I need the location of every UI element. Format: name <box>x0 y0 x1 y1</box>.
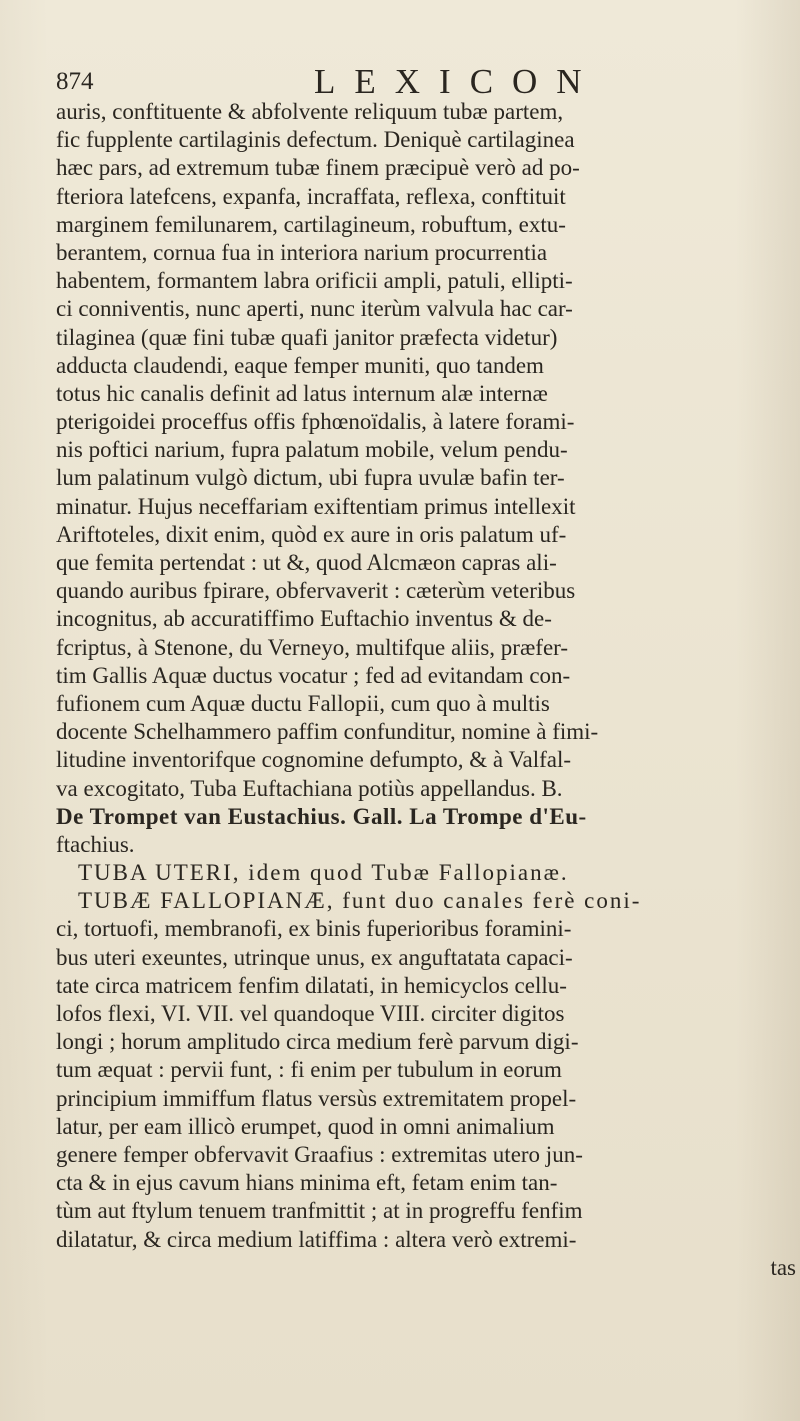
text-line: tim Gallis Aquæ ductus vocatur ; fed ad evitandam con- <box>56 662 571 688</box>
text-line: bus uteri exeuntes, utrinque unus, ex anguftatata capaci- <box>56 944 573 970</box>
text-line: lum palatinum vulgò dictum, ubi fupra uvulæ bafin ter- <box>56 465 565 491</box>
text-line: lofos flexi, VI. VII. vel quandoque VIII. circiter digitos <box>56 1001 565 1026</box>
text-line: incognitus, ab accuratiffimo Euftachio inventus & de- <box>56 606 552 632</box>
text-line: habentem, formantem labra orificii ampli, patuli, ellipti- <box>56 268 573 294</box>
text-line: De Trompet van Eustachius. Gall. La Trompe d'Eu- <box>56 803 587 829</box>
text-line: tùm aut ftylum tenuem tranfmittit ; at in progreffu fenfim <box>56 1198 583 1224</box>
text-line: cta & in ejus cavum hians minima eft, fetam enim tan- <box>56 1170 558 1196</box>
text-line: quando auribus fpirare, obfervaverit : cæterùm veteribus <box>56 578 576 604</box>
page-number: 874 <box>56 68 94 95</box>
entry-heading-tuba-uteri: TUBA UTERI, idem quod Tubæ Fallopianæ. <box>78 860 569 886</box>
text-line: ftachius. <box>56 831 135 857</box>
running-head: LEXICON <box>314 62 601 101</box>
text-line: tate circa matricem fenfim dilatati, in hemicyclos cellu- <box>56 972 567 998</box>
text-line: marginem femilunarem, cartilagineum, robuftum, extu- <box>56 211 566 237</box>
text-line: fcriptus, à Stenone, du Verneyo, multifque aliis, præfer- <box>56 634 569 660</box>
text-line: tilaginea (quæ fini tubæ quafi janitor præfecta videtur) <box>56 324 558 350</box>
text-line: Ariftoteles, dixit enim, quòd ex aure in oris palatum uf- <box>56 521 567 547</box>
text-line: auris, conftituente & abfolvente reliquum tubæ partem, <box>56 99 564 124</box>
text-line: va excogitato, Tuba Euftachiana potiùs appellandus. B. <box>56 775 563 801</box>
text-line: que femita pertendat : ut &, quod Alcmæon capras ali- <box>56 550 557 575</box>
text-line: fteriora latefcens, expanfa, incraffata, reflexa, conftituit <box>56 183 566 209</box>
text-line: ci, tortuofi, membranofi, ex binis fuperioribus foramini- <box>56 916 572 942</box>
text-line: principium immiffum flatus versùs extremitatem propel- <box>56 1085 577 1111</box>
page-header <box>56 62 796 102</box>
body-text <box>56 98 796 1282</box>
text-line: ci conniventis, nunc aperti, nunc iterùm valvula hac car- <box>56 296 573 322</box>
text-line: genere femper obfervavit Graafius : extremitas utero jun- <box>56 1141 583 1167</box>
text-line: fufionem cum Aquæ ductu Fallopii, cum quo à multis <box>56 690 550 716</box>
text-line: nis poftici narium, fupra palatum mobile, velum pendu- <box>56 437 568 463</box>
text-line: docente Schelhammero paffim confunditur, nomine à fimi- <box>56 719 599 745</box>
text-line: totus hic canalis definit ad latus internum alæ internæ <box>56 380 548 406</box>
text-line: fic fupplente cartilaginis defectum. Deniquè cartilaginea <box>56 127 575 153</box>
text-line: litudine inventorifque cognomine defumpto, & à Valfal- <box>56 747 572 773</box>
text-line: longi ; horum amplitudo circa medium ferè parvum digi- <box>56 1029 579 1055</box>
text-line: tum æquat : pervii funt, : fi enim per tubulum in eorum <box>56 1057 562 1083</box>
text-line: adducta claudendi, eaque femper muniti, quo tandem <box>56 352 544 378</box>
entry-heading-tubae-fallopianae: TUBÆ FALLOPIANÆ, funt duo canales ferè coni- <box>78 888 642 914</box>
catchword: tas <box>770 1254 796 1280</box>
text-line: dilatatur, & circa medium latiffima : altera verò extremi- <box>56 1226 577 1252</box>
text-line: latur, per eam illicò erumpet, quod in omni animalium <box>56 1113 555 1139</box>
text-line: pterigoidei proceffus offis fphœnoïdalis, à latere forami- <box>56 409 575 435</box>
text-line: hæc pars, ad extremum tubæ finem præcipuè verò ad po- <box>56 155 580 181</box>
text-line: berantem, cornua fua in interiora narium procurrentia <box>56 239 548 265</box>
text-line: minatur. Hujus neceffariam exiftentiam primus intellexit <box>56 493 576 519</box>
